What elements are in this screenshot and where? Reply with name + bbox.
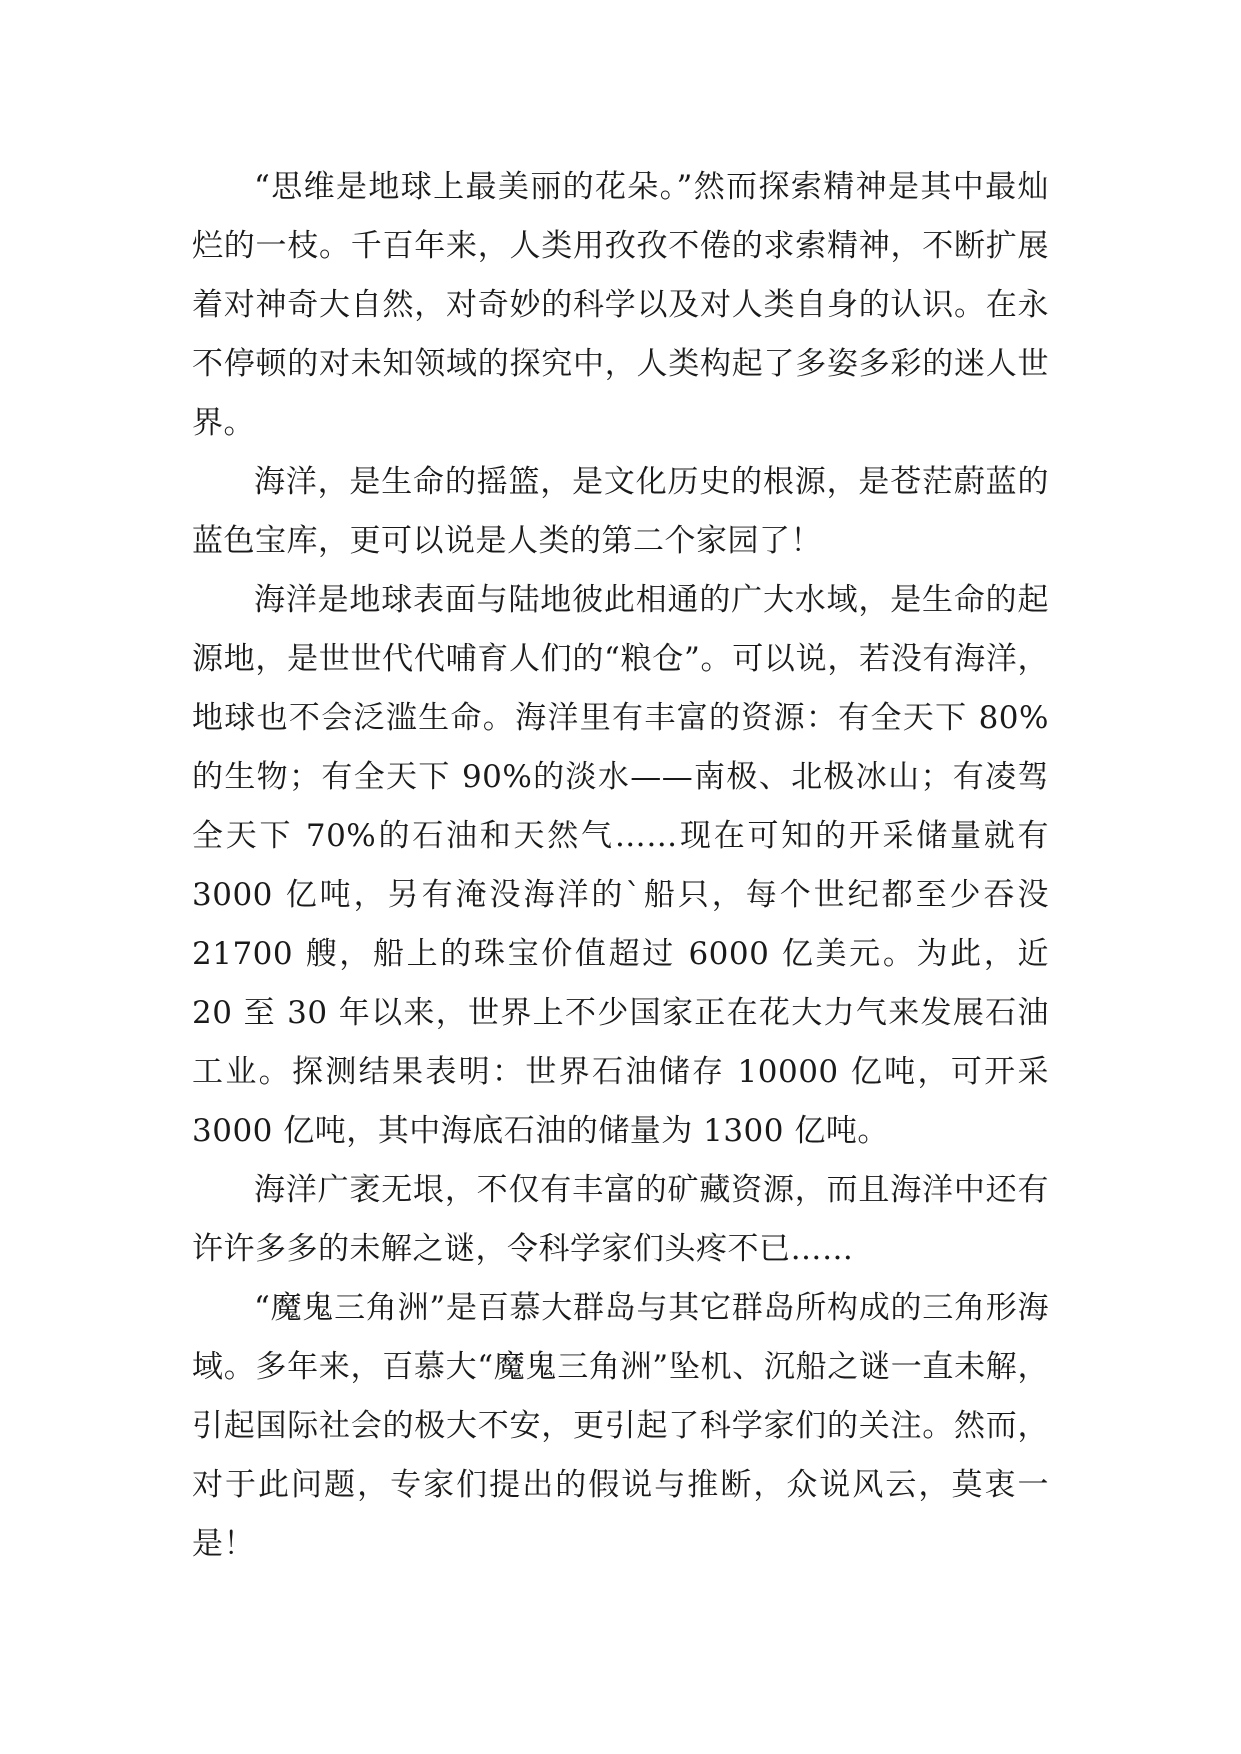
paragraph-5: “魔鬼三角洲”是百慕大群岛与其它群岛所构成的三角形海域。多年来，百慕大“魔鬼三角洲”坠机、沉船之谜一直未解，引起国际社会的极大不安，更引起了科学家们的关注。然而，对于此问题，专家们提出的假说与推断，众说风云，莫衷一是！ bbox=[192, 1290, 1049, 1562]
document-body bbox=[192, 158, 1049, 1574]
paragraph-2: 海洋，是生命的摇篮，是文化历史的根源，是苍茫蔚蓝的蓝色宝库，更可以说是人类的第二个家园了！ bbox=[192, 464, 1049, 559]
paragraph-3: 海洋是地球表面与陆地彼此相通的广大水域，是生命的起源地，是世世代代哺育人们的“粮仓”。可以说，若没有海洋，地球也不会泛滥生命。海洋里有丰富的资源：有全天下 80%的生物；有全天下 90%的淡水——南极、北极冰山；有凌驾全天下 70%的石油和天然气……现在可知的开采储量就有 3000 亿吨，另有淹没海洋的`船只，每个世纪都至少吞没 21700 艘，船上的珠宝价值超过 6000 亿美元。为此，近 20 至 30 年以来，世界上不少国家正在花大力气来发展石油工业。探测结果表明：世界石油储存 10000 亿吨，可开采 3000 亿吨，其中海底石油的储量为 1300 亿吨。 bbox=[192, 582, 1049, 1149]
paragraph-4: 海洋广袤无垠，不仅有丰富的矿藏资源，而且海洋中还有许许多多的未解之谜，令科学家们头疼不已…… bbox=[192, 1172, 1049, 1267]
paragraph-1: “思维是地球上最美丽的花朵。”然而探索精神是其中最灿烂的一枝。千百年来，人类用孜孜不倦的求索精神，不断扩展着对神奇大自然，对奇妙的科学以及对人类自身的认识。在永不停顿的对未知领域的探究中，人类构起了多姿多彩的迷人世界。 bbox=[192, 169, 1049, 441]
